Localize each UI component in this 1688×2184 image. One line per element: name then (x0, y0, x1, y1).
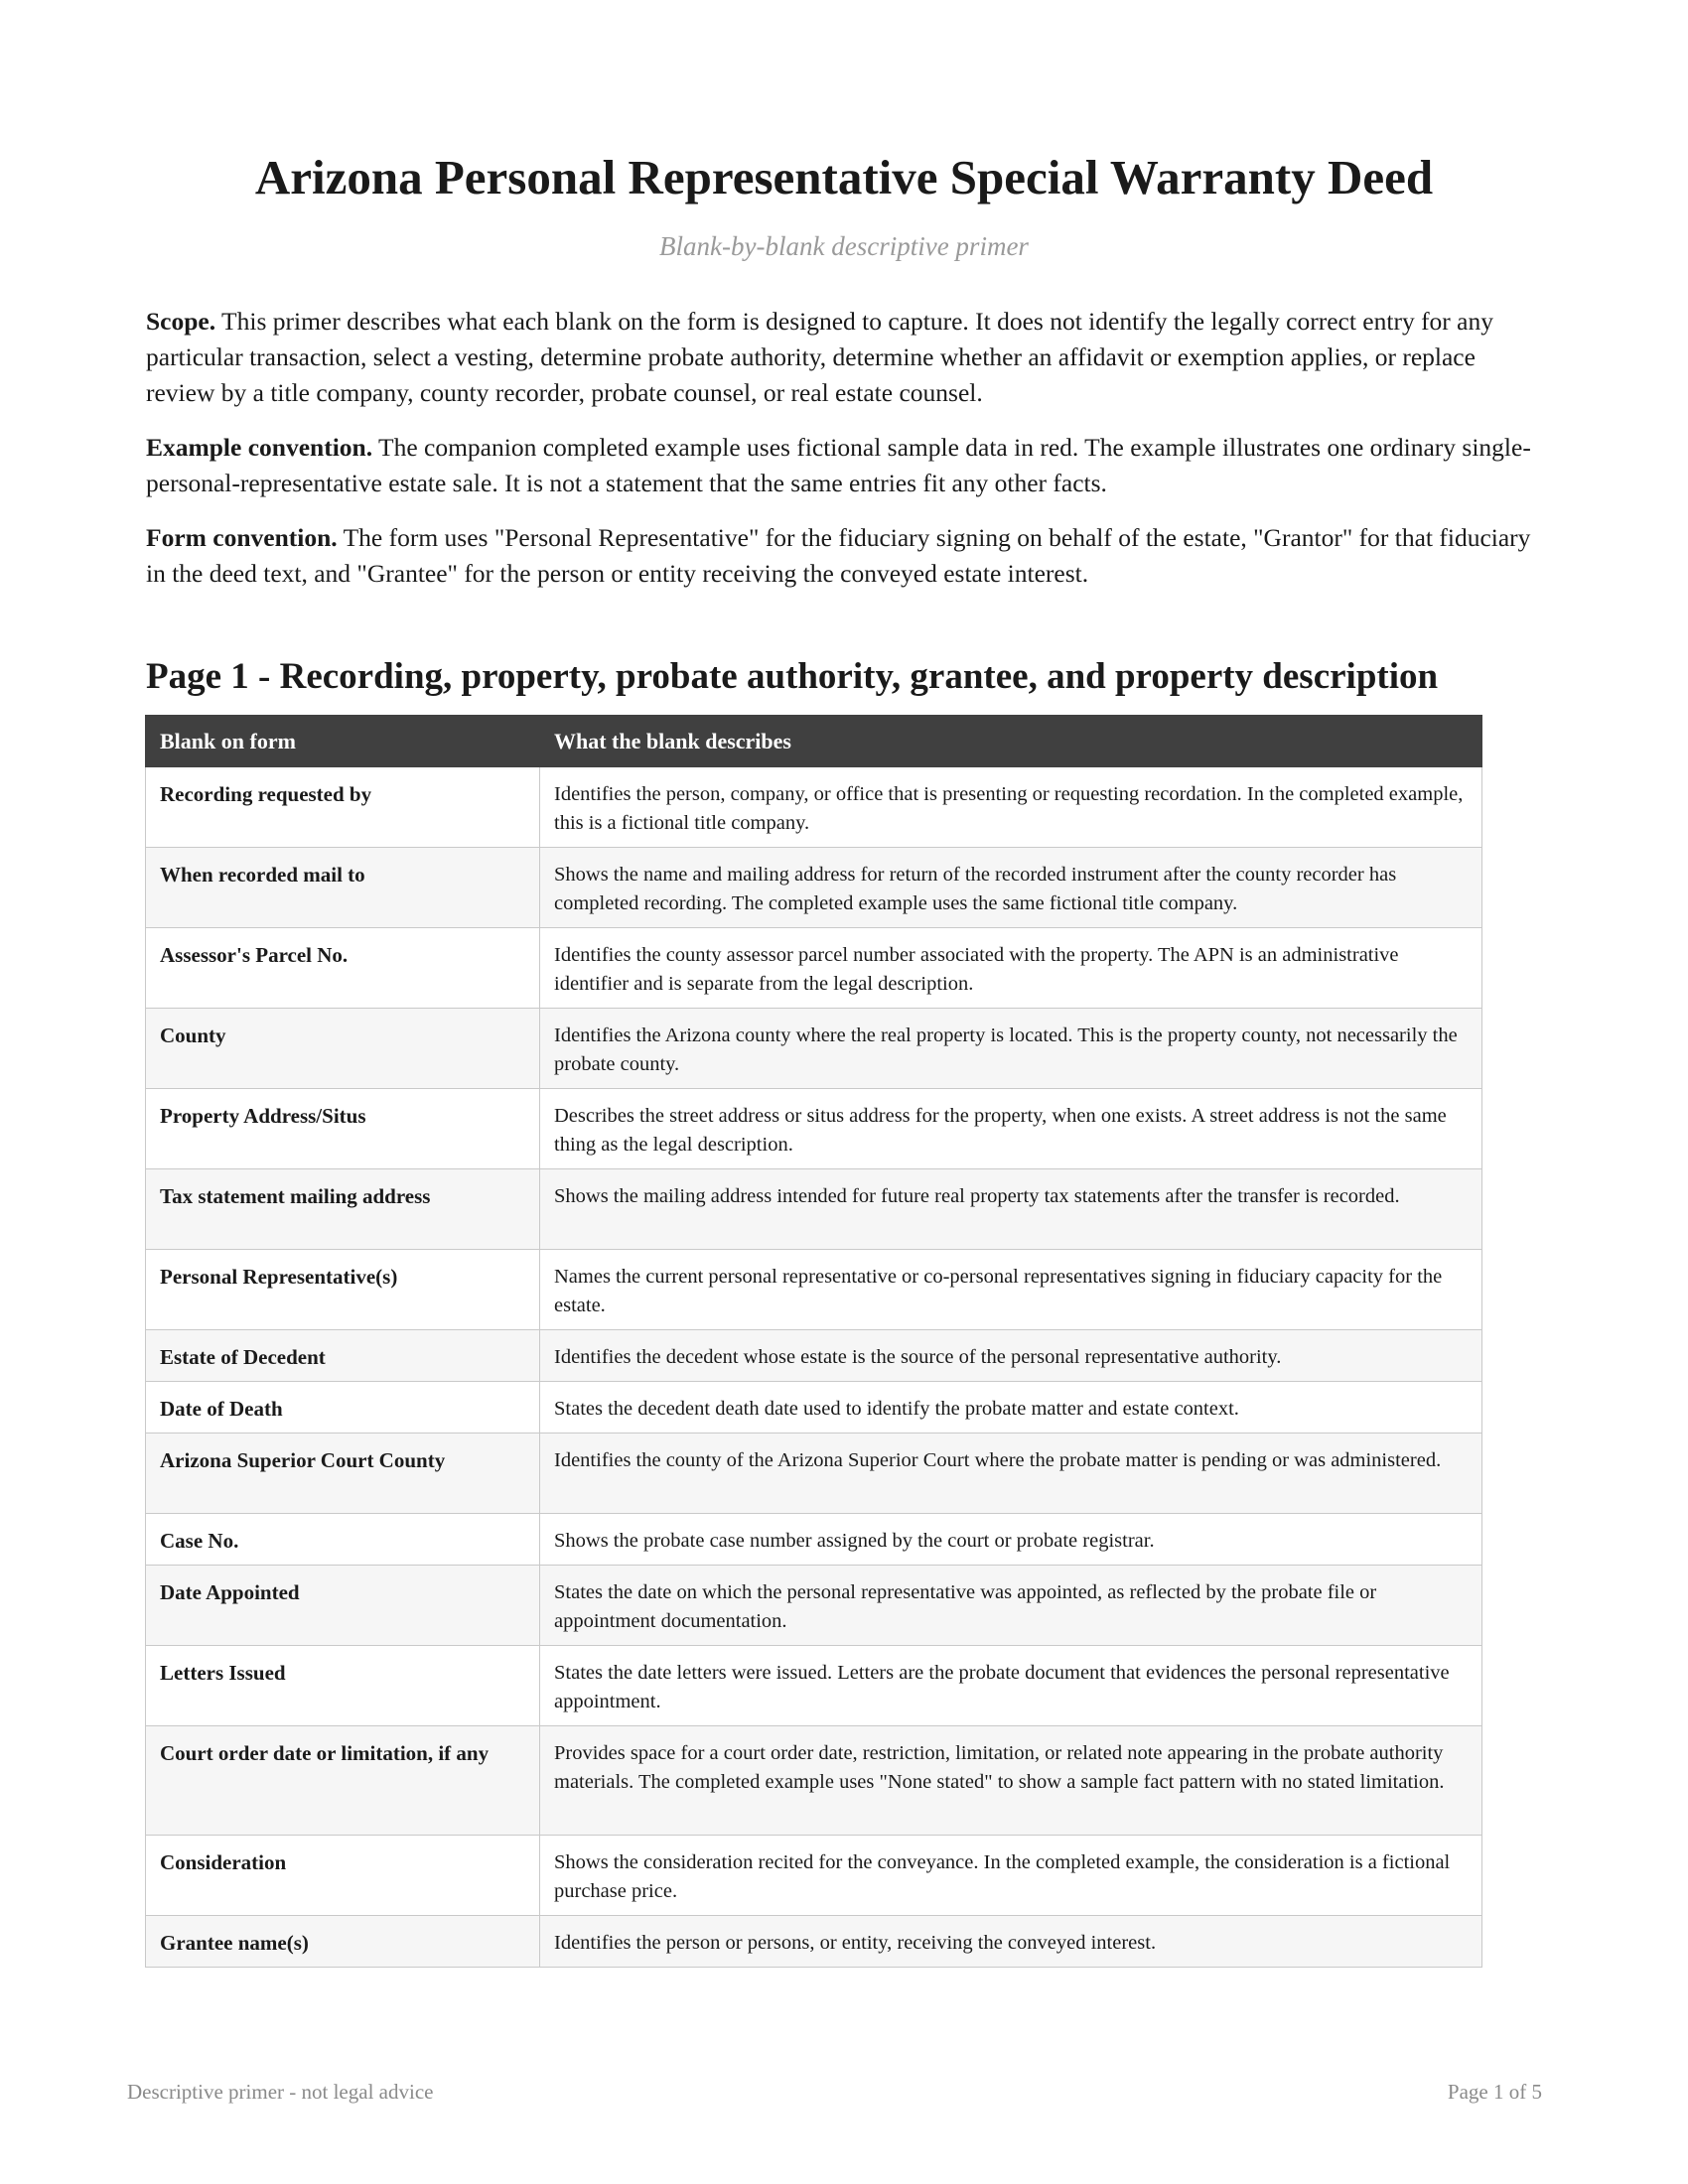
blank-description-cell: Shows the name and mailing address for return of the recorded instrument after the county recorder has completed recording. The completed example uses the same fictional title company. (540, 848, 1482, 928)
blank-description-cell: States the date letters were issued. Letters are the probate document that evidences the personal representative appointment. (540, 1646, 1482, 1726)
blanks-table (145, 715, 1482, 1968)
blank-description-cell: States the decedent death date used to identify the probate matter and estate context. (540, 1382, 1482, 1433)
table-header-row (146, 716, 1482, 767)
page-number: Page 1 of 5 (1447, 2080, 1542, 2104)
column-header-blank: Blank on form (146, 716, 540, 767)
blank-description-cell: Identifies the county of the Arizona Superior Court where the probate matter is pending or was administered. (540, 1433, 1482, 1514)
table-row (146, 767, 1482, 848)
table-row (146, 1726, 1482, 1836)
form-convention-label: Form convention. (146, 523, 338, 552)
blank-name-cell: Case No. (146, 1514, 540, 1566)
blank-description-cell: Identifies the person, company, or office that is presenting or requesting recordation. In the completed example, this is a fictional title company. (540, 767, 1482, 848)
blank-description-cell: Describes the street address or situs address for the property, when one exists. A street address is not the same thing as the legal description. (540, 1089, 1482, 1169)
form-convention-text: The form uses "Personal Representative" for the fiduciary signing on behalf of the estate, "Grantor" for that fiduciary in the deed text, and "Grantee" for the person or entity receiving the conveyed estate interest. (146, 523, 1531, 588)
blank-description-cell: Identifies the person or persons, or entity, receiving the conveyed interest. (540, 1916, 1482, 1968)
blank-name-cell: Consideration (146, 1836, 540, 1916)
blank-name-cell: Property Address/Situs (146, 1089, 540, 1169)
blank-name-cell: Personal Representative(s) (146, 1250, 540, 1330)
scope-text: This primer describes what each blank on the form is designed to capture. It does not identify the legally correct entry for any particular transaction, select a vesting, determine probate authority, determine whether an affidavit or exemption applies, or replace review by a title company, county recorder, probate counsel, or real estate counsel. (146, 307, 1493, 407)
footer-disclaimer: Descriptive primer - not legal advice (127, 2080, 434, 2104)
blank-description-cell: Names the current personal representative or co-personal representatives signing in fiduciary capacity for the estate. (540, 1250, 1482, 1330)
table-row (146, 1169, 1482, 1250)
blank-name-cell: Court order date or limitation, if any (146, 1726, 540, 1836)
blank-description-cell: Shows the mailing address intended for future real property tax statements after the transfer is recorded. (540, 1169, 1482, 1250)
blank-description-cell: States the date on which the personal representative was appointed, as reflected by the probate file or appointment documentation. (540, 1566, 1482, 1646)
form-convention-paragraph (146, 520, 1548, 592)
scope-paragraph (146, 304, 1548, 411)
table-row (146, 1089, 1482, 1169)
example-convention-paragraph (146, 430, 1548, 501)
section-heading: Page 1 - Recording, property, probate authority, grantee, and property description (146, 656, 1439, 697)
table-row (146, 1433, 1482, 1514)
blank-description-cell: Identifies the Arizona county where the real property is located. This is the property county, not necessarily the probate county. (540, 1009, 1482, 1089)
table-row (146, 1514, 1482, 1566)
blank-name-cell: Assessor's Parcel No. (146, 928, 540, 1009)
blank-name-cell: Estate of Decedent (146, 1330, 540, 1382)
blank-name-cell: Date of Death (146, 1382, 540, 1433)
blank-name-cell: Grantee name(s) (146, 1916, 540, 1968)
table-row (146, 1330, 1482, 1382)
document-title: Arizona Personal Representative Special Warranty Deed (254, 150, 1434, 205)
column-header-description: What the blank describes (540, 716, 1482, 767)
blank-name-cell: Letters Issued (146, 1646, 540, 1726)
blank-name-cell: County (146, 1009, 540, 1089)
intro-section (146, 304, 1548, 611)
blank-description-cell: Shows the probate case number assigned by the court or probate registrar. (540, 1514, 1482, 1566)
document-subtitle: Blank-by-blank descriptive primer (659, 231, 1029, 261)
table-row (146, 1009, 1482, 1089)
table-row (146, 1916, 1482, 1968)
table-row (146, 1382, 1482, 1433)
blank-description-cell: Identifies the county assessor parcel number associated with the property. The APN is an administrative identifier and is separate from the legal description. (540, 928, 1482, 1009)
blank-description-cell: Identifies the decedent whose estate is the source of the personal representative authority. (540, 1330, 1482, 1382)
table-row (146, 928, 1482, 1009)
blank-name-cell: Tax statement mailing address (146, 1169, 540, 1250)
table-row (146, 1646, 1482, 1726)
table-row (146, 1566, 1482, 1646)
table-row (146, 848, 1482, 928)
table-row (146, 1836, 1482, 1916)
blank-name-cell: Recording requested by (146, 767, 540, 848)
example-convention-text: The companion completed example uses fictional sample data in red. The example illustrates one ordinary single-personal-representative estate sale. It is not a statement that the same entries fit any other facts. (146, 433, 1531, 497)
blank-name-cell: Arizona Superior Court County (146, 1433, 540, 1514)
blank-description-cell: Provides space for a court order date, restriction, limitation, or related note appearing in the probate authority materials. The completed example uses "None stated" to show a sample fact pattern with no stated limitation. (540, 1726, 1482, 1836)
example-convention-label: Example convention. (146, 433, 373, 462)
blank-name-cell: When recorded mail to (146, 848, 540, 928)
scope-label: Scope. (146, 307, 216, 336)
blank-name-cell: Date Appointed (146, 1566, 540, 1646)
blank-description-cell: Shows the consideration recited for the conveyance. In the completed example, the consideration is a fictional purchase price. (540, 1836, 1482, 1916)
table-row (146, 1250, 1482, 1330)
